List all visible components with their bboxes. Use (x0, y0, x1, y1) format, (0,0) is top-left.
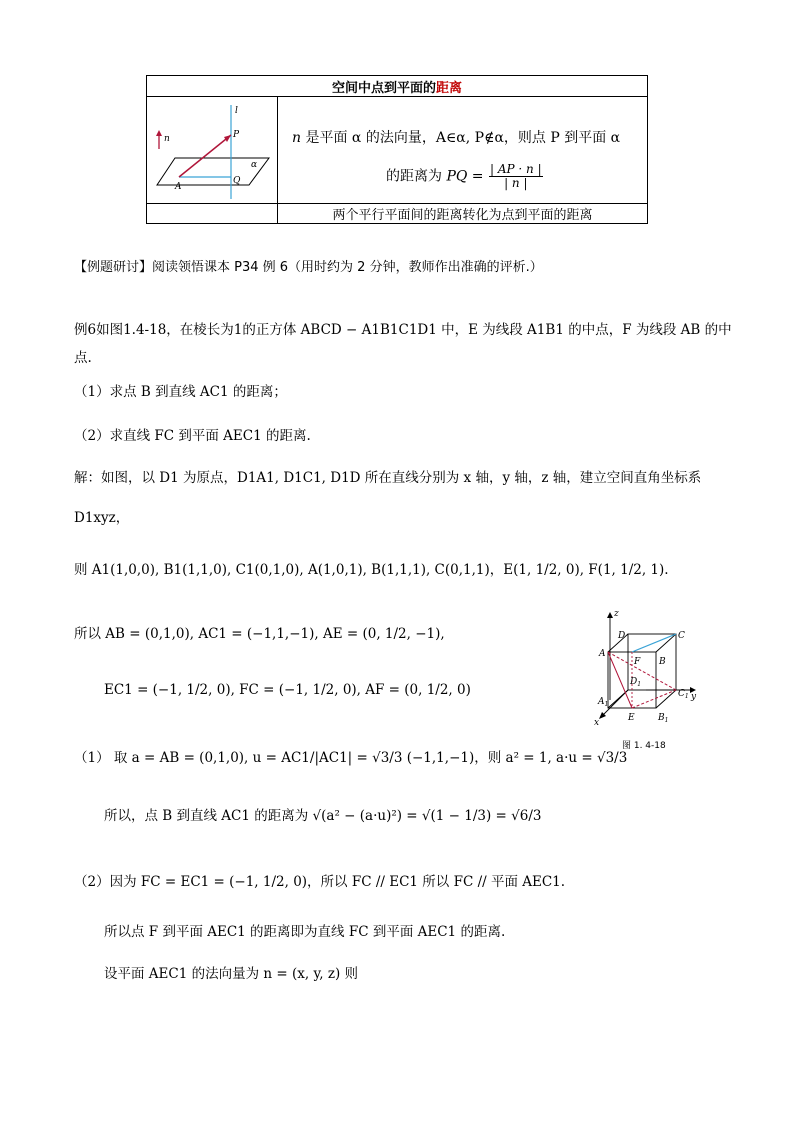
part2-line-b: 所以点 F 到平面 AEC1 的距离即为直线 FC 到平面 AEC1 的距离. (104, 924, 506, 940)
table-title-black: 空间中点到平面的 (331, 80, 436, 96)
label-Q: Q (233, 176, 241, 186)
section-heading: 【例题研讨】阅读领悟课本 P34 例 6（用时约为 2 分钟，教师作出准确的评析.） (74, 260, 543, 275)
definition-cell (278, 97, 648, 204)
label-F: F (634, 657, 641, 667)
part2-line: （2）因为 FC = EC1 = (−1, 1/2, 0)，所以 FC // EC1 所以 FC // 平面 AEC1. (74, 874, 566, 890)
formula-numerator: | AP · n | (489, 162, 542, 176)
edge-B1C1 (656, 690, 676, 708)
edge-BC (656, 634, 676, 652)
solution-line2: D1xyz， (74, 510, 130, 526)
cube-figure (588, 604, 708, 754)
coordinates-line: 则 A1(1,0,0), B1(1,1,0), C1(0,1,0), A(1,0,1), B(1,1,1), C(0,1,1)，E(1, 1/2, 0), F(1, 1/2, 1). (74, 562, 669, 578)
label-C1: $C_1$ (678, 689, 689, 700)
label-A1: $A_1$ (598, 697, 609, 708)
formula-lhs: PQ = (446, 168, 484, 185)
diagonal-AC1 (608, 652, 676, 690)
label-E: E (628, 713, 635, 723)
figure-cell (147, 97, 278, 204)
problem-line1: 例6如图1.4-18，在棱长为1的正方体 ABCD − A1B1C1D1 中，E 为线段 A1B1 的中点，F 为线段 AB 的中 (74, 322, 732, 338)
table-title-red: 距离 (436, 80, 463, 96)
distance-table (146, 75, 648, 224)
part2-line-c: 设平面 AEC1 的法向量为 n = (x, y, z) 则 (104, 966, 359, 982)
label-x: x (594, 718, 600, 728)
part1-result: 所以，点 B 到直线 AC1 的距离为 √(a² − (a·u)²) = √(1 − 1/3) = √6/3 (104, 808, 542, 824)
definition-line1: n 是平面 α 的法向量，A∈α, P∉α，则点 P 到平面 α (292, 130, 621, 146)
point-plane-figure (147, 97, 277, 203)
label-n: n (164, 134, 170, 144)
part1-line: （1） 取 a = AB = (0,1,0), u = AC1/|AC1| = √3/3 (−1,1,−1)，则 a² = 1, a·u = √3/3 (74, 750, 628, 766)
label-l: l (235, 106, 238, 116)
label-z: z (614, 609, 619, 619)
vectors-line2: EC1 = (−1, 1/2, 0), FC = (−1, 1/2, 0), AF = (0, 1/2, 0) (104, 682, 471, 698)
label-A: A (175, 182, 182, 192)
table-title (147, 76, 648, 97)
definition-text: 是平面 α 的法向量，A∈α, P∉α，则点 P 到平面 α (305, 130, 621, 146)
arrow-head-AP (224, 135, 231, 142)
vectors-line1: 所以 AB = (0,1,0), AC1 = (−1,1,−1), AE = (0, 1/2, −1), (74, 626, 445, 642)
axis-z-arrow (607, 612, 613, 618)
arrow-head-n (156, 130, 162, 136)
segment-AP (179, 135, 231, 177)
definition-line2 (386, 163, 544, 190)
label-C: C (678, 631, 685, 641)
label-alpha: α (251, 160, 258, 170)
label-D: D (618, 631, 626, 641)
table-footer: 两个平行平面间的距离转化为点到平面的距离 (278, 204, 648, 224)
question-2: （2）求直线 FC 到平面 AEC1 的距离. (74, 428, 311, 444)
problem-line2: 点. (74, 350, 92, 366)
label-P: P (233, 130, 240, 140)
label-D1: $D_1$ (630, 677, 642, 688)
segment-EC1 (632, 690, 676, 708)
figure-caption: 图 1. 4-18 (622, 741, 666, 751)
question-1: （1）求点 B 到直线 AC1 的距离； (74, 384, 287, 400)
formula-denominator: | n | (504, 176, 528, 190)
segment-FC (632, 634, 676, 652)
label-A: A (599, 649, 606, 659)
label-B1: $B_1$ (658, 713, 669, 724)
solution-line1: 解：如图，以 D1 为原点，D1A1, D1C1, D1D 所在直线分别为 x 轴，y 轴，z 轴，建立空间直角坐标系 (74, 470, 702, 486)
distance-prefix: 的距离为 (386, 168, 442, 185)
label-B: B (659, 657, 666, 667)
footer-empty-cell (147, 204, 278, 224)
label-y: y (691, 692, 697, 702)
distance-formula (489, 163, 543, 190)
